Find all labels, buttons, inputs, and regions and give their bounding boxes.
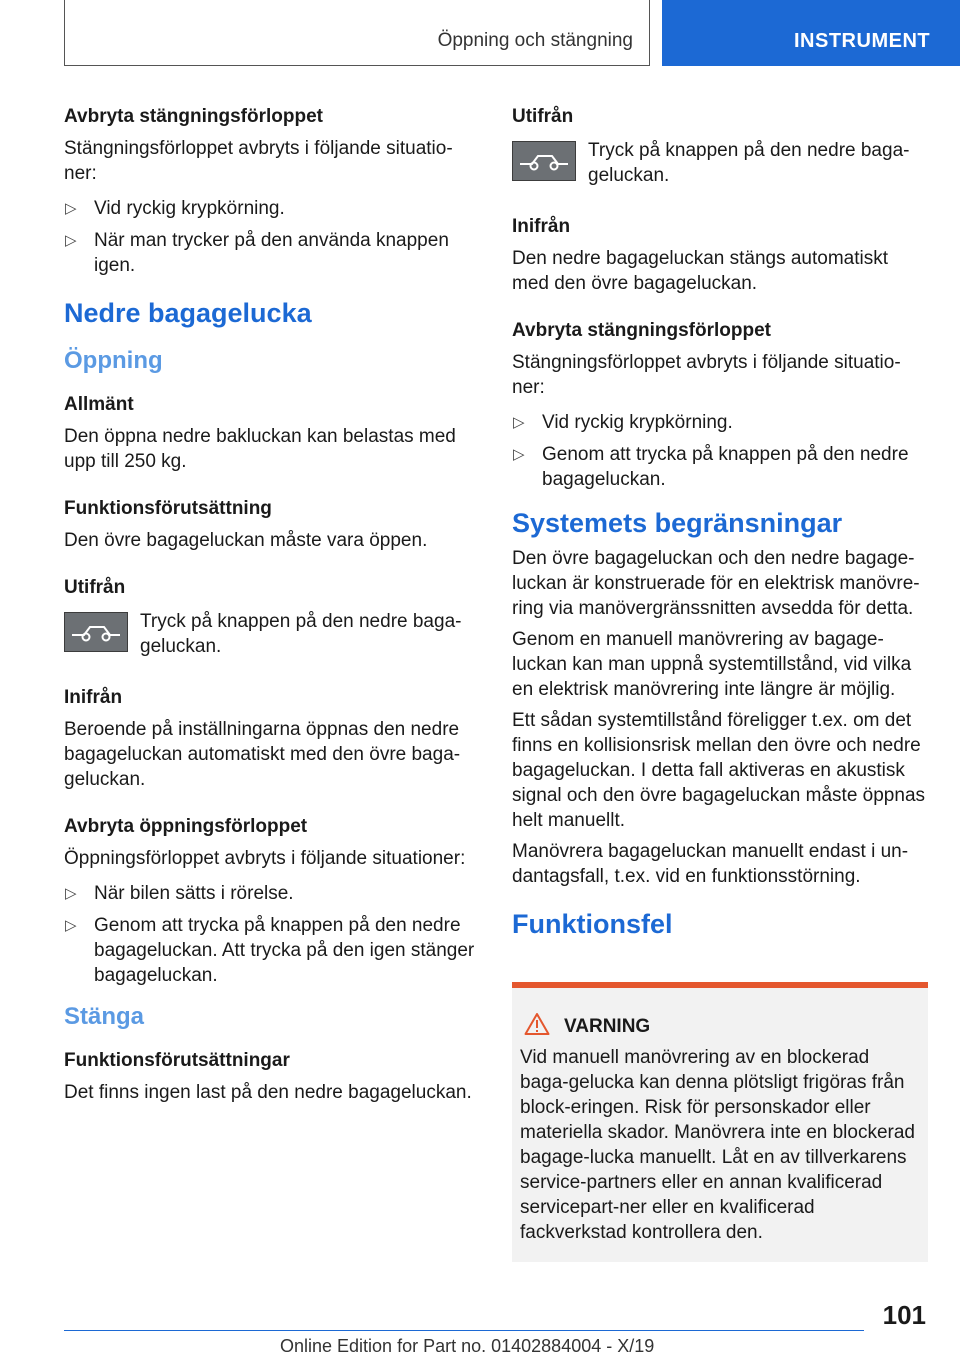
right-column xyxy=(512,104,928,957)
heading-outside: Utifrån xyxy=(512,106,574,127)
warning-header xyxy=(524,1012,920,1041)
warning-label: VARNING xyxy=(564,1015,651,1037)
bullet-triangle-icon: ▷ xyxy=(65,917,77,934)
page-header xyxy=(0,0,960,66)
car-tailgate-icon xyxy=(64,612,128,652)
list-item: ▷ När bilen sätts i rörelse. xyxy=(65,883,294,904)
list-item: ▷ Genom att trycka på knappen på den nedre bagageluckan. Att trycka på den igen stänger bagageluckan. xyxy=(65,915,475,986)
page-number: 101 xyxy=(882,1300,926,1330)
heading-opening: Öppning xyxy=(64,347,163,374)
bullet-triangle-icon: ▷ xyxy=(513,446,525,463)
heading-abort-close: Avbryta stängningsförloppet xyxy=(64,106,323,127)
list-abort-close xyxy=(64,196,478,278)
bullet-triangle-icon: ▷ xyxy=(65,885,77,902)
text-limits-3: Ett sådan systemtillstånd föreligger t.ex. om det finns en kollisionsrisk mellan den övre och nedre bagageluckan. I detta fall aktiveras en akustisk signal och den övre bagageluckan måste öppnas helt manuellt. xyxy=(512,710,926,831)
text-limits-4: Manövrera bagageluckan manuellt endast i un-dantagsfall, t.ex. vid en funktionsstörning. xyxy=(512,841,909,887)
list-abort-close xyxy=(512,410,928,492)
bullet-triangle-icon: ▷ xyxy=(65,232,77,249)
heading-outside: Utifrån xyxy=(64,577,126,598)
text-prerequisite: Den övre bagageluckan måste vara öppen. xyxy=(64,530,428,551)
heading-general: Allmänt xyxy=(64,394,134,415)
car-tailgate-icon xyxy=(512,141,576,181)
chapter-tab xyxy=(662,0,960,66)
footer-edition: Online Edition for Part no. 01402884004 - X/19 xyxy=(280,1336,655,1356)
heading-lower-tailgate: Nedre bagagelucka xyxy=(64,298,312,328)
list-item: ▷ Genom att trycka på knappen på den nedre bagageluckan. xyxy=(513,444,909,490)
footer-divider xyxy=(64,1330,864,1331)
list-item: ▷ När man trycker på den använda knappen igen. xyxy=(65,230,449,276)
text-inside: Den nedre bagageluckan stängs automatiskt med den övre bagageluckan. xyxy=(512,248,889,294)
button-instruction xyxy=(64,609,478,659)
text-general: Den öppna nedre bakluckan kan belastas med upp till 250 kg. xyxy=(64,426,456,472)
heading-prerequisite: Funktionsförutsättning xyxy=(64,498,272,519)
list-item: ▷ Vid ryckig krypkörning. xyxy=(513,412,733,433)
text-abort-open: Öppningsförloppet avbryts i följande situationer: xyxy=(64,848,466,869)
left-column xyxy=(64,104,478,1115)
heading-abort-open: Avbryta öppningsförloppet xyxy=(64,816,308,837)
text-limits-1: Den övre bagageluckan och den nedre bagage-luckan är konstruerade för en elektrisk manövre-ring via manövergränssnitten avsedda för detta. xyxy=(512,548,920,619)
list-abort-open xyxy=(64,881,478,988)
section-title: Öppning och stängning xyxy=(437,30,633,51)
bullet-triangle-icon: ▷ xyxy=(513,414,525,431)
heading-malfunction: Funktionsfel xyxy=(512,909,673,939)
heading-close-prerequisites: Funktionsförutsättningar xyxy=(64,1050,290,1071)
warning-box xyxy=(512,982,928,1262)
heading-abort-close: Avbryta stängningsförloppet xyxy=(512,320,771,341)
section-tab xyxy=(64,0,650,66)
heading-inside: Inifrån xyxy=(512,216,571,237)
heading-system-limits: Systemets begränsningar xyxy=(512,508,843,538)
heading-inside: Inifrån xyxy=(64,687,123,708)
text-abort-close: Stängningsförloppet avbryts i följande situatio-ner: xyxy=(512,352,901,398)
text-limits-2: Genom en manuell manövrering av bagage-luckan kan man uppnå systemtillstånd, vid vilka en elektrisk manövrering inte längre är möjlig. xyxy=(512,629,912,700)
text-close-prerequisites: Det finns ingen last på den nedre bagageluckan. xyxy=(64,1082,472,1103)
warning-triangle-icon xyxy=(524,1012,550,1041)
button-instruction xyxy=(512,138,928,188)
text-inside: Beroende på inställningarna öppnas den nedre bagageluckan automatiskt med den övre baga-geluckan. xyxy=(64,719,461,790)
warning-text: Vid manuell manövrering av en blockerad baga-gelucka kan denna plötsligt frigöras från block-eringen. Risk för personskador eller materiella skador. Manövrera inte en blockerad bagage-lucka manuellt. Låt en av tillverkarens service-partners eller en annan kvalificerad servicepart-ner eller en kvalificerad fackverkstad kontrollera den. xyxy=(520,1047,915,1243)
text-abort-close: Stängningsförloppet avbryts i följande situatio-ner: xyxy=(64,138,453,184)
list-item: ▷ Vid ryckig krypkörning. xyxy=(65,198,285,219)
text-outside: Tryck på knappen på den nedre baga-geluckan. xyxy=(588,140,910,186)
bullet-triangle-icon: ▷ xyxy=(65,200,77,217)
heading-closing: Stänga xyxy=(64,1003,145,1030)
chapter-title: INSTRUMENT xyxy=(794,30,931,52)
text-outside: Tryck på knappen på den nedre baga-geluckan. xyxy=(140,611,462,657)
